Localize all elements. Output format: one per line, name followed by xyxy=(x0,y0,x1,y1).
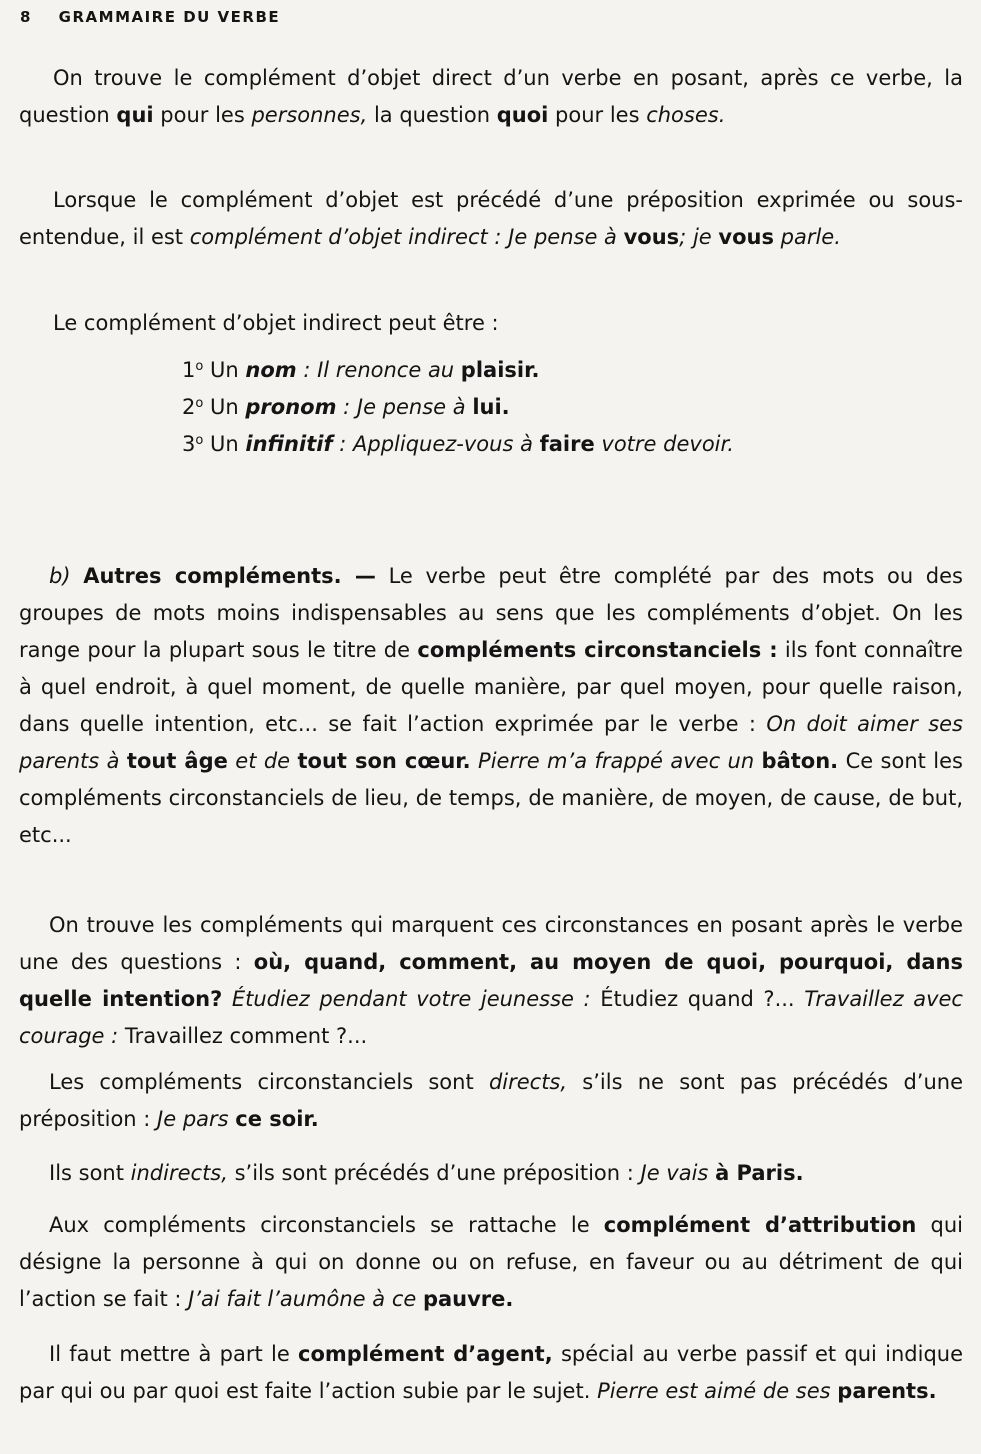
text-run: Étudiez pendant votre jeunesse : xyxy=(222,987,591,1011)
text-run: complément d’objet indirect : Je pense à xyxy=(189,225,624,249)
text-run: qui xyxy=(116,103,154,127)
text-run: quoi xyxy=(496,103,549,127)
text-run: complément d’attribution xyxy=(603,1213,917,1237)
text-run: indirects, xyxy=(130,1161,228,1185)
text-run: et de xyxy=(227,749,298,773)
text-run: compléments circonstanciels : xyxy=(417,638,778,662)
text-run: choses. xyxy=(646,103,726,127)
text-run xyxy=(774,225,781,249)
text-run: pour les xyxy=(153,103,252,127)
list-number-suffix: o xyxy=(195,433,204,448)
text-run: : xyxy=(332,432,354,456)
paragraph-indirect-circumstantial xyxy=(19,1155,963,1192)
text-run: vous xyxy=(623,225,680,249)
text-run: tout son cœur. xyxy=(297,749,471,773)
paragraph-direct-circumstantial xyxy=(19,1064,963,1138)
text-run: Paris. xyxy=(736,1161,804,1185)
text-run: Travaillez comment ?... xyxy=(118,1024,368,1048)
text-run: la question xyxy=(367,103,497,127)
page-number: 8 xyxy=(20,8,32,26)
text-run: pronom xyxy=(245,395,337,419)
paragraph-attribution-complement xyxy=(19,1207,963,1318)
text-run: infinitif xyxy=(245,432,333,456)
paragraph-direct-object xyxy=(19,60,963,134)
text-run: Un xyxy=(203,395,246,419)
page-header xyxy=(20,8,280,26)
text-run: Le complément d’objet indirect peut être : xyxy=(53,311,499,335)
text-run: Je vais xyxy=(640,1161,716,1185)
text-run: pauvre. xyxy=(422,1287,514,1311)
text-run: Un xyxy=(203,358,246,382)
text-run: Ils sont xyxy=(49,1161,131,1185)
text-run: Travaillez avec courage : xyxy=(19,987,963,1048)
text-run: Je pense à xyxy=(356,395,473,419)
paragraph-indirect-object xyxy=(19,182,963,256)
text-run: complément d’agent, xyxy=(298,1342,553,1366)
text-run: directs, xyxy=(488,1070,568,1094)
running-title: GRAMMAIRE DU VERBE xyxy=(58,8,281,26)
text-run: parle. xyxy=(780,225,841,249)
text-run: Ce sont les compléments circonstanciels de lieu, de temps, de manière, de moyen, de cause, de but, etc... xyxy=(19,749,963,847)
text-run: Il renonce au xyxy=(317,358,461,382)
list-number: 3 xyxy=(182,432,196,456)
text-run: J’ai fait l’aumône à ce xyxy=(188,1287,423,1311)
list-number-suffix: o xyxy=(195,396,204,411)
text-run: b) xyxy=(49,564,84,588)
text-run: Il faut mettre à part le xyxy=(49,1342,299,1366)
text-run: Pierre m’a frappé avec un xyxy=(470,749,762,773)
text-run: ; xyxy=(679,225,693,249)
text-run: Un xyxy=(203,432,246,456)
text-run: parents. xyxy=(837,1379,937,1403)
text-run: qui désigne la personne à qui on donne ou on refuse, en faveur ou au détriment de qui l’action se fait : xyxy=(19,1213,963,1311)
list-item xyxy=(182,426,882,463)
text-run: On doit aimer ses parents à xyxy=(19,712,963,773)
text-run: On trouve les compléments qui marquent ces circonstances en posant après le verbe une des questions : xyxy=(19,913,963,974)
text-run: où, quand, comment, au moyen de quoi, pourquoi, dans quelle intention? xyxy=(19,950,963,1011)
paragraph-indirect-object-intro xyxy=(19,305,963,342)
paragraph-other-complements xyxy=(19,558,963,854)
text-run: faire xyxy=(539,432,595,456)
text-run: Les compléments circonstanciels sont xyxy=(49,1070,489,1094)
text-run: s’ils ne sont pas précédés d’une préposition : xyxy=(19,1070,963,1131)
text-run: Étudiez quand ?... xyxy=(590,987,805,1011)
text-run: lui. xyxy=(472,395,510,419)
text-run: pour les xyxy=(548,103,647,127)
list-number: 2 xyxy=(182,395,196,419)
paragraph-finding-circumstances xyxy=(19,907,963,1055)
text-run: plaisir. xyxy=(460,358,540,382)
text-run: à xyxy=(715,1161,737,1185)
text-run: ils font connaître à quel endroit, à quel moment, de quelle manière, par quel moyen, pour quelle raison, dans quelle intention, etc... se fait l’action exprimée par le verbe : xyxy=(19,638,963,736)
text-run: tout âge xyxy=(126,749,228,773)
text-run: vous xyxy=(718,225,774,249)
text-run: nom xyxy=(245,358,297,382)
list-number-suffix: o xyxy=(195,359,204,374)
text-run: Autres compléments. — xyxy=(83,564,376,588)
text-run: : xyxy=(296,358,318,382)
text-run: personnes, xyxy=(251,103,368,127)
text-run: je xyxy=(692,225,719,249)
text-run: Aux compléments circonstanciels se rattache le xyxy=(49,1213,604,1237)
text-run: votre devoir. xyxy=(594,432,734,456)
text-run: spécial au verbe passif et qui indique par qui ou par quoi est faite l’action subie par le sujet. xyxy=(19,1342,964,1403)
text-run: Pierre est aimé de ses xyxy=(597,1379,838,1403)
list-item xyxy=(182,389,882,426)
text-run: On trouve le complément d’objet direct d’un verbe en posant, après ce verbe, la question xyxy=(19,66,963,127)
text-run: s’ils sont précédés d’une préposition : xyxy=(227,1161,641,1185)
text-run: ce soir. xyxy=(235,1107,319,1131)
text-run: : xyxy=(336,395,357,419)
text-run: Je pars xyxy=(157,1107,236,1131)
text-run: Le verbe peut être complété par des mots ou des groupes de mots moins indispensables au sens que les compléments d’objet. On les range pour la plupart sous le titre de xyxy=(19,564,963,662)
indirect-object-list xyxy=(182,352,882,463)
text-run: Appliquez-vous à xyxy=(353,432,540,456)
list-item xyxy=(182,352,882,389)
list-number: 1 xyxy=(182,358,196,382)
paragraph-agent-complement xyxy=(19,1336,963,1410)
text-run: Lorsque le complément d’objet est précédé d’une préposition exprimée ou sous-entendue, il est xyxy=(19,188,963,249)
text-run: bâton. xyxy=(761,749,839,773)
